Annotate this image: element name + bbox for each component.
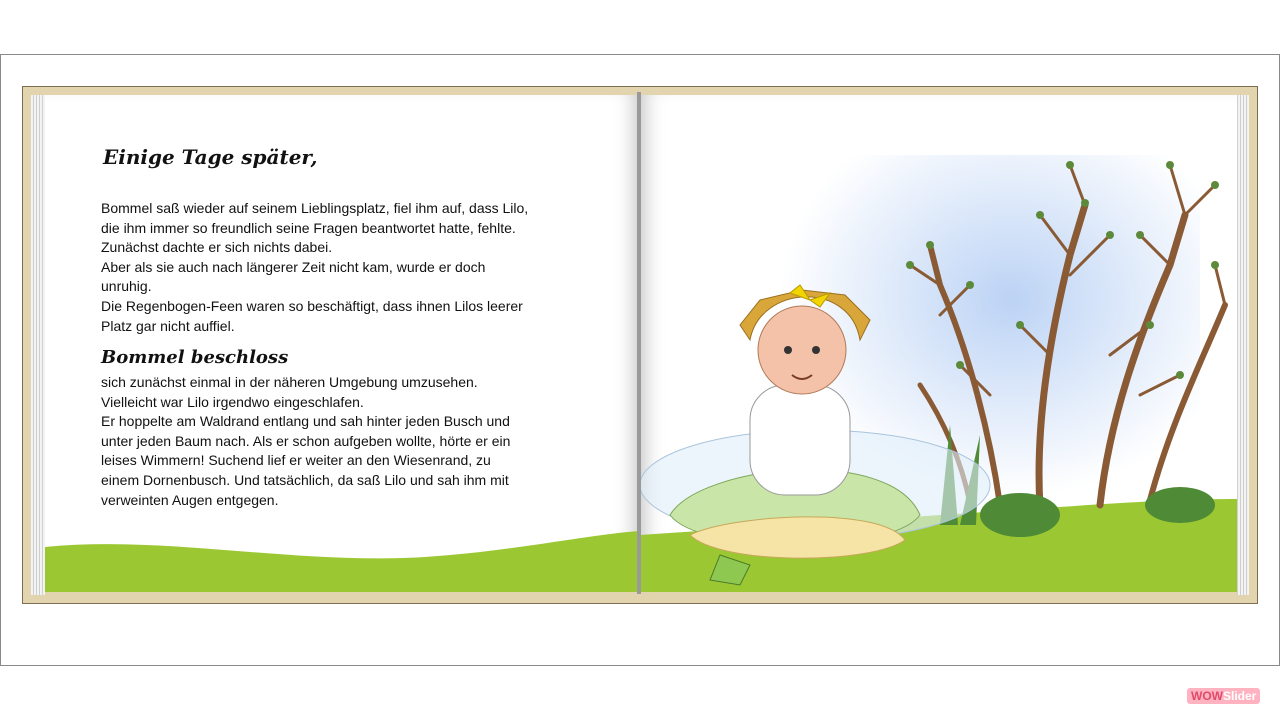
- fairy-dress: [750, 385, 850, 495]
- book-spine: [637, 92, 641, 594]
- page-edge-left: [31, 95, 45, 595]
- left-page-grass: [45, 95, 639, 592]
- fairy-face: [758, 306, 846, 394]
- right-page-illustration: [640, 95, 1237, 592]
- story-paragraph-1: Bommel saß wieder auf seinem Lieblingsplatz, fiel ihm auf, dass Lilo, die ihm immer so freundlich seine Fragen beantwortet hatte, fehlte. Zunächst dachte er sich nichts dabei. Aber als sie auch nach längerer Zeit nicht kam, wurde er doch unruhig. Die Regenbogen-Feen waren so beschäftigt, dass ihnen Lilos leerer Platz gar nicht auffiel.: [101, 200, 529, 334]
- story-subheading: Bommel beschloss: [101, 347, 289, 368]
- illustration-scene: [640, 95, 1237, 592]
- left-page: [45, 95, 639, 592]
- page-heading: Einige Tage später,: [103, 145, 318, 169]
- page-edge-right: [1237, 95, 1249, 595]
- story-paragraph-2: sich zunächst einmal in der näheren Umgebung umzusehen. Vielleicht war Lilo irgendwo eingeschlafen. Er hoppelte am Waldrand entlang und sah hinter jeden Busch und unter jeden Baum nach. Als er schon aufgeben wollte, hörte er ein leises Wimmern! Suchend lief er weiter an den Wiesenrand, zu einem Dornenbusch. Und tatsächlich, da saß Lilo und sah ihm mit verweinten Augen entgegen.: [101, 374, 511, 508]
- wowslider-watermark[interactable]: WOWSlider: [1187, 688, 1260, 704]
